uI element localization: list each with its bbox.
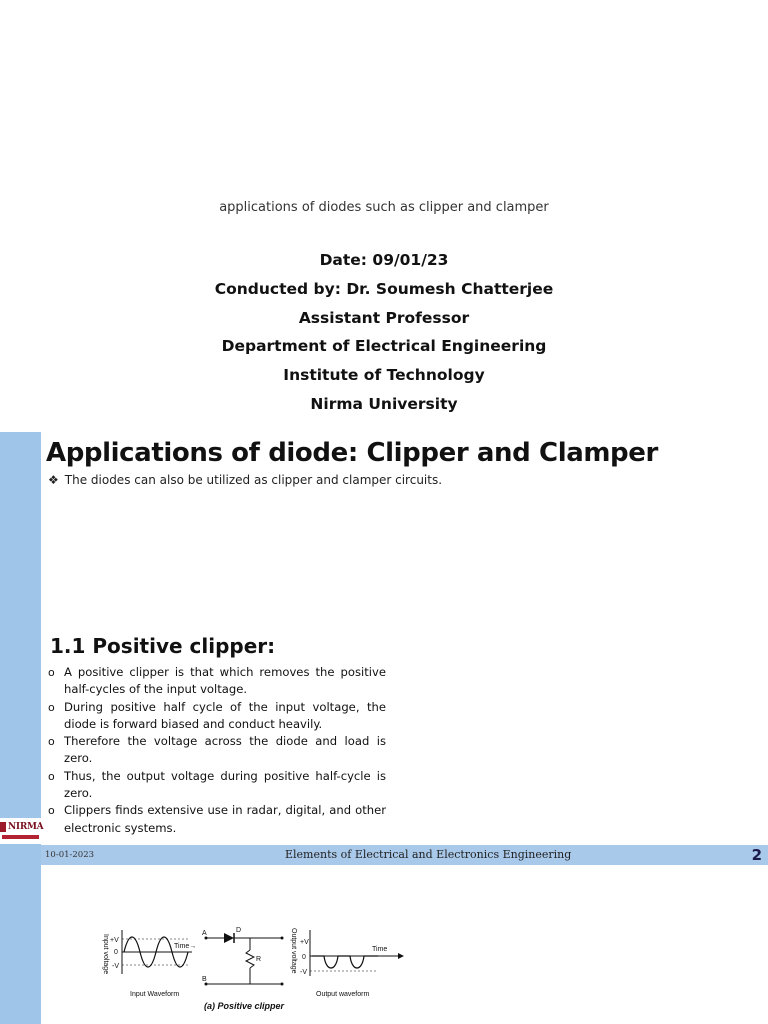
department-line: Department of Electrical Engineering [221,337,547,356]
footer-date: 10-01-2023 [45,850,95,860]
diode-icon [224,933,234,943]
section-heading: 1.1 Positive clipper: [50,634,276,658]
arrow-right-icon [398,953,404,959]
list-item: o Thus, the output voltage during positive half-cycle is zero. [48,768,386,803]
logo-emblem-icon [0,822,6,832]
presenter-line: Conducted by: Dr. Soumesh Chatterjee [214,279,554,298]
next-slide [0,868,768,1024]
out-minus-v-label: -V [300,969,307,976]
resistor-icon [246,950,254,968]
intro-bullet-text: The diodes can also be utilized as clipper and clamper circuits. [64,473,443,487]
clipper-figure [96,924,406,1024]
institute-line: Institute of Technology [283,366,485,385]
list-item: o Clippers finds extensive use in radar, digital, and other electronic systems. [48,802,386,837]
point-list [48,664,386,837]
logo-text: NIRMA [8,822,44,832]
plus-v-label: +V [110,937,119,944]
slide-title: Applications of diode: Clipper and Clamper [46,438,658,468]
input-caption: Input Waveform [130,991,180,998]
list-item: o A positive clipper is that which removes the positive half-cycles of the input voltage. [48,664,386,699]
output-waveform [290,928,404,998]
content-slide [0,432,768,868]
input-axis-label: Input voltage [102,934,109,975]
university-line: Nirma University [310,394,458,413]
diamond-bullet-icon: ❖ [48,473,59,487]
slide-sidebar [0,432,44,868]
list-item: o Therefore the voltage across the diode and load is zero. [48,733,386,768]
footer-course: Elements of Electrical and Electronics Engineering [285,848,572,861]
logo-strip [2,835,39,839]
node-b-label: B [202,976,207,983]
list-item: o During positive half cycle of the input voltage, the diode is forward biased and conduct heavily. [48,699,386,734]
minus-v-label: -V [112,963,119,970]
output-axis-label: Output voltage [290,928,297,974]
page-number: 2 [751,846,762,864]
resistor-label: R [256,956,262,963]
time-label-in: Time→ [174,943,197,950]
date-line: Date: 09/01/23 [319,251,449,269]
out-zero-label: 0 [302,954,306,961]
slide-footer [41,845,768,865]
input-waveform [102,930,196,998]
slide-sidebar [0,868,41,1024]
output-caption: Output waveform [316,991,370,998]
presenter-info [0,246,768,419]
clipper-circuit [202,927,285,1011]
node-d-label: D [236,927,242,934]
intro-bullet [48,473,442,487]
circuit-caption: (a) Positive clipper [204,1001,285,1011]
out-plus-v-label: +V [300,939,309,946]
title-slide [0,0,768,432]
time-label-out: Time [372,946,388,953]
node-a-label: A [202,930,207,937]
university-logo [0,818,44,844]
slide-subtitle: applications of diodes such as clipper and clamper [219,200,549,215]
designation-line: Assistant Professor [298,308,470,327]
zero-label: 0 [114,949,118,956]
